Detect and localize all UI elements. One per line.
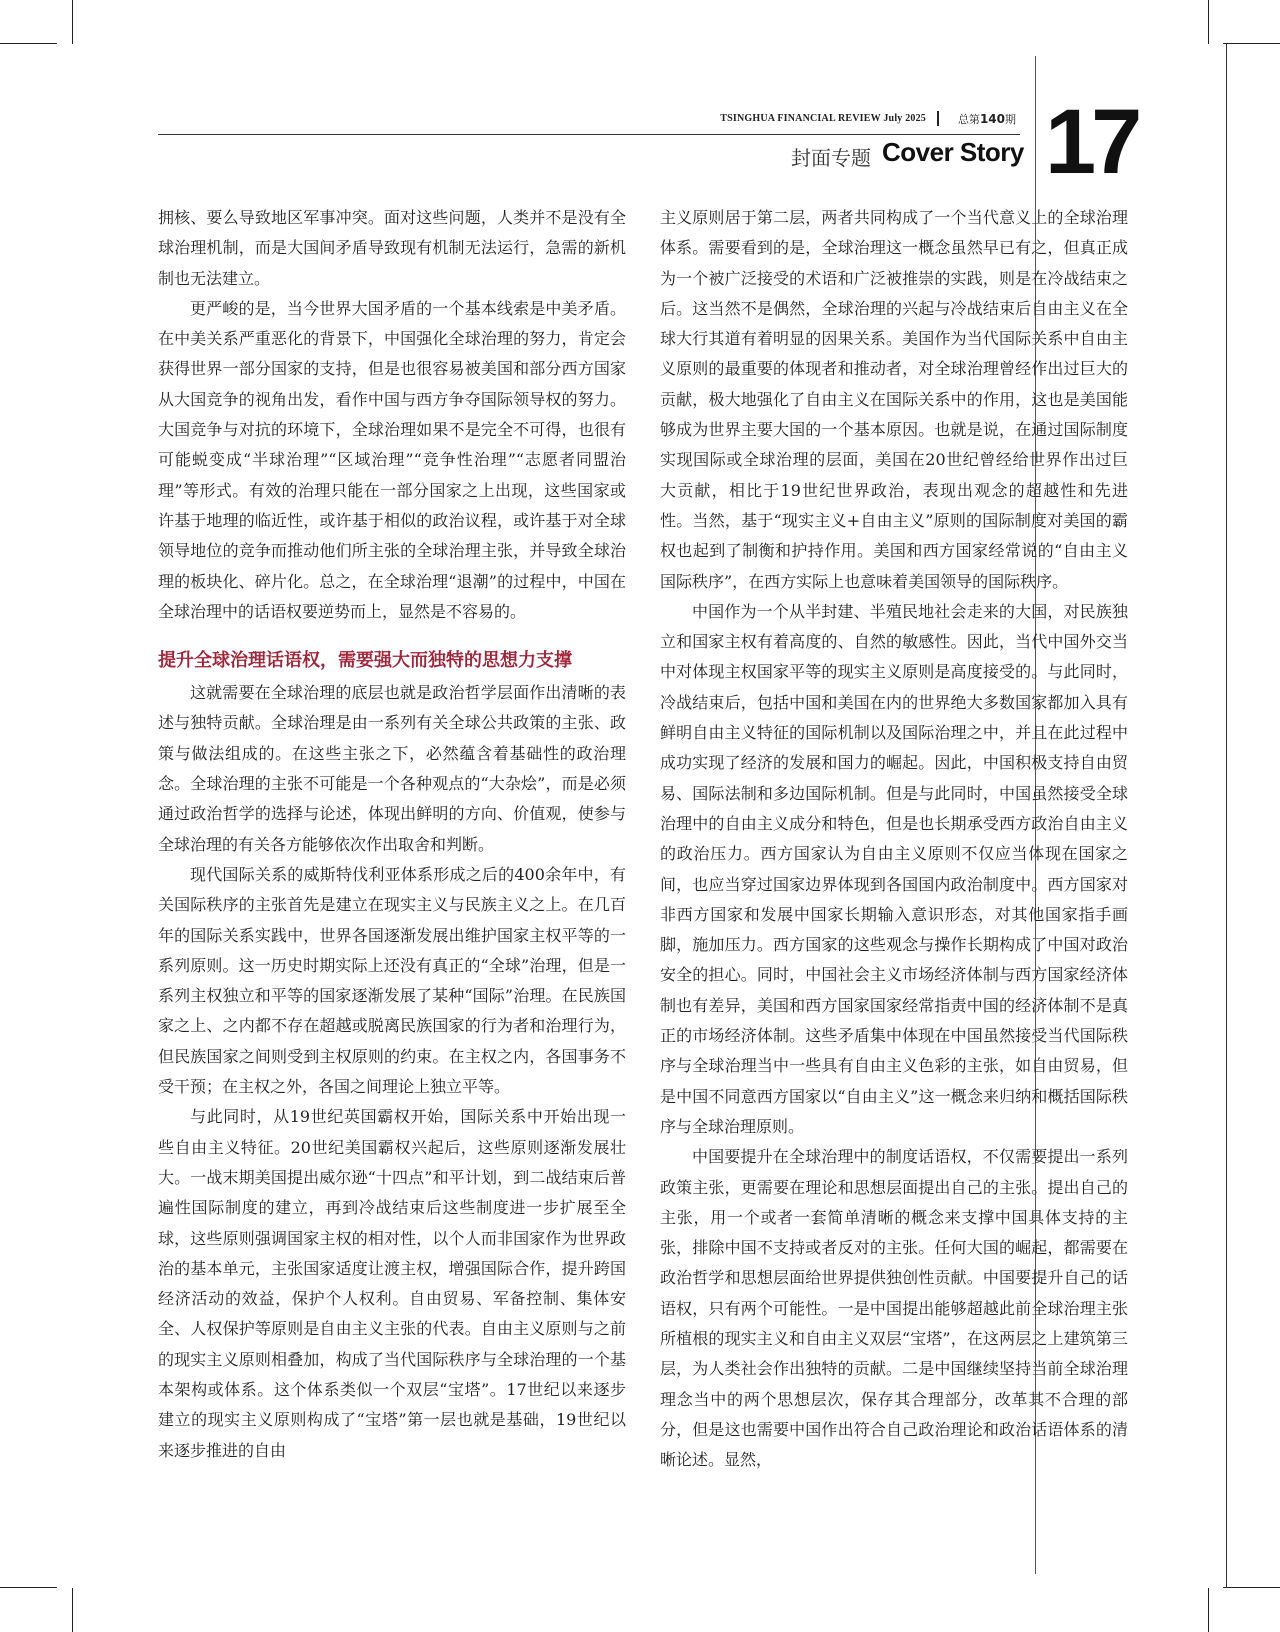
issue-suffix: 期 <box>1005 113 1016 126</box>
crop-mark <box>1223 1587 1280 1588</box>
paragraph: 中国要提升在全球治理中的制度话语权，不仅需要提出一系列政策主张，更需要在理论和思想层面提出自己的主张。提出自己的主张，用一个或者一套简单清晰的概念来支撑中国具体支持的主张，排除中国不支持或者反对的主张。任何大国的崛起，都需要在政治哲学和思想层面给世界提供独创性贡献。中国要提升自己的话语权，只有两个可能性。一是中国提出能够超越此前全球治理主张所植根的现实主义和自由主义双层“宝塔”，在这两层之上建筑第三层，为人类社会作出独特的贡献。二是中国继续坚持当前全球治理理念当中的两个思想层次，保存其合理部分，改革其不合理的部分，但是这也需要中国作出符合自己政治理论和政治话语体系的清晰论述。显然， <box>660 1147 1128 1470</box>
crop-mark <box>0 1587 57 1588</box>
issue-number: 140 <box>979 112 1005 126</box>
paragraph: 拥核、要么导致地区军事冲突。面对这些问题，人类并不是没有全球治理机制，而是大国间矛盾导致现有机制无法运行，急需的新机制也无法建立。 <box>158 208 626 288</box>
paragraph: 现代国际关系的威斯特伐利亚体系形成之后的400余年中，有关国际秩序的主张首先是建立在现实主义与民族主义之上。在几百年的国际关系实践中，世界各国逐渐发展出维护国家主权平等的一系列原则。这一历史时期实际上还没有真正的“全球”治理，但是一系列主权独立和平等的国家逐渐发展了某种“国际”治理。在民族国家之上、之内都不存在超越或脱离民族国家的行为者和治理行为，但民族国家之间则受到主权原则的约束。在主权之内，各国事务不受干预；在主权之外，各国之间理论上独立平等。 <box>158 864 626 1097</box>
page-number: 17 <box>1045 91 1138 193</box>
crop-mark <box>1223 43 1280 44</box>
section-title-zh: 封面专题 <box>791 146 871 170</box>
crop-mark <box>72 1588 73 1632</box>
crop-mark <box>72 0 73 44</box>
paragraph: 主义原则居于第二层，两者共同构成了一个当代意义上的全球治理体系。需要看到的是，全球治理这一概念虽然早已有之，但真正成为一个被广泛接受的术语和广泛被推崇的实践，则是在冷战结束之后。这当然不是偶然，全球治理的兴起与冷战结束后自由主义在全球大行其道有着明显的因果关系。美国作为当代国际关系中自由主义原则的最重要的体现者和推动者，对全球治理曾经作出过巨大的贡献，极大地强化了自由主义在国际关系中的作用，这也是美国能够成为世界主要大国的一个基本原因。也就是说，在通过国际制度实现国际或全球治理的层面，美国在20世纪曾经给世界作出过巨大贡献，相比于19世纪世界政治，表现出观念的超越性和先进性。当然，基于“现实主义+自由主义”原则的国际制度对美国的霸权也起到了制衡和护持作用。美国和西方国家经常说的“自由主义国际秩序”，在西方实际上也意味着美国领导的国际秩序。 <box>660 208 1128 591</box>
left-column <box>158 203 626 1466</box>
issue-prefix: 总第 <box>957 113 980 126</box>
page-edge-rule <box>1226 44 1227 1588</box>
running-header <box>158 110 1020 135</box>
header-separator <box>937 111 939 126</box>
issue-label <box>958 111 1016 127</box>
section-title-en: Cover Story <box>882 137 1024 167</box>
crop-mark <box>0 43 57 44</box>
paragraph: 中国作为一个从半封建、半殖民地社会走来的大国，对民族独立和国家主权有着高度的、自然的敏感性。因此，当代中国外交当中对体现主权国家平等的现实主义原则是高度接受的。与此同时，冷战结束后，包括中国和美国在内的世界绝大多数国家都加入具有鲜明自由主义特征的国际机制以及国际治理之中，并且在此过程中成功实现了经济的发展和国力的崛起。因此，中国积极支持自由贸易、国际法制和多边国际机制。但是与此同时，中国虽然接受全球治理中的自由主义成分和特色，但是也长期承受西方政治自由主义的政治压力。西方国家认为自由主义原则不仅应当体现在国家之间，也应当穿过国家边界体现到各国国内政治制度中。西方国家对非西方国家和发展中国家长期输入意识形态，对其他国家指手画脚，施加压力。西方国家的这些观念与操作长期构成了中国对政治安全的担心。同时，中国社会主义市场经济体制与西方国家经济体制也有差异，美国和西方国家国家经常指责中国的经济体制不是真正的市场经济体制。这些矛盾集中体现在中国虽然接受当代国际秩序与全球治理当中一些具有自由主义色彩的主张，如自由贸易，但是中国不同意西方国家以“自由主义”这一概念来归纳和概括国际秩序与全球治理原则。 <box>660 601 1128 1136</box>
paragraph: 与此同时，从19世纪英国霸权开始，国际关系中开始出现一些自由主义特征。20世纪美国霸权兴起后，这些原则逐渐发展壮大。一战末期美国提出威尔逊“十四点”和平计划，到二战结束后普遍性国际制度的建立，再到冷战结束后这些制度进一步扩展至全球，这些原则强调国家主权的相对性，以个人而非国家作为世界政治的基本单元，主张国家适度让渡主权，增强国际合作，提升跨国经济活动的效益，保护个人权利。自由贸易、军备控制、集体安全、人权保护等原则是自由主义主张的代表。自由主义原则与之前的现实主义原则相叠加，构成了当代国际秩序与全球治理的一个基本架构或体系。这个体系类似一个双层“宝塔”。17世纪以来逐步建立的现实主义原则构成了“宝塔”第一层也就是基础，19世纪以来逐步推进的自由 <box>158 1107 626 1460</box>
journal-name: TSINGHUA FINANCIAL REVIEW July 2025 <box>720 113 926 124</box>
paragraph: 这就需要在全球治理的底层也就是政治哲学层面作出清晰的表述与独特贡献。全球治理是由一系列有关全球公共政策的主张、政策与做法组成的。在这些主张之下，必然蕴含着基础性的政治理念。全球治理的主张不可能是一个各种观点的“大杂烩”，而是必须通过政治哲学的选择与论述，体现出鲜明的方向、价值观，使参与全球治理的有关各方能够依次作出取舍和判断。 <box>158 683 626 854</box>
crop-mark <box>1208 0 1209 44</box>
section-heading: 提升全球治理话语权，需要强大而独特的思想力支撑 <box>158 650 572 672</box>
paragraph: 更严峻的是，当今世界大国矛盾的一个基本线索是中美矛盾。在中美关系严重恶化的背景下，中国强化全球治理的努力，肯定会获得世界一部分国家的支持，但是也很容易被美国和部分西方国家从大国竞争的视角出发，看作中国与西方争夺国际领导权的努力。大国竞争与对抗的环境下，全球治理如果不是完全不可得，也很有可能蜕变成“半球治理”“区域治理”“竞争性治理”“志愿者同盟治理”等形式。有效的治理只能在一部分国家之上出现，这些国家或许基于地理的临近性，或许基于相似的政治议程，或许基于对全球领导地位的竞争而推动他们所主张的全球治理主张，并导致全球治理的板块化、碎片化。总之，在全球治理“退潮”的过程中，中国在全球治理中的话语权要逆势而上，显然是不容易的。 <box>158 298 626 621</box>
crop-mark <box>1208 1588 1209 1632</box>
right-column <box>660 203 1128 1475</box>
